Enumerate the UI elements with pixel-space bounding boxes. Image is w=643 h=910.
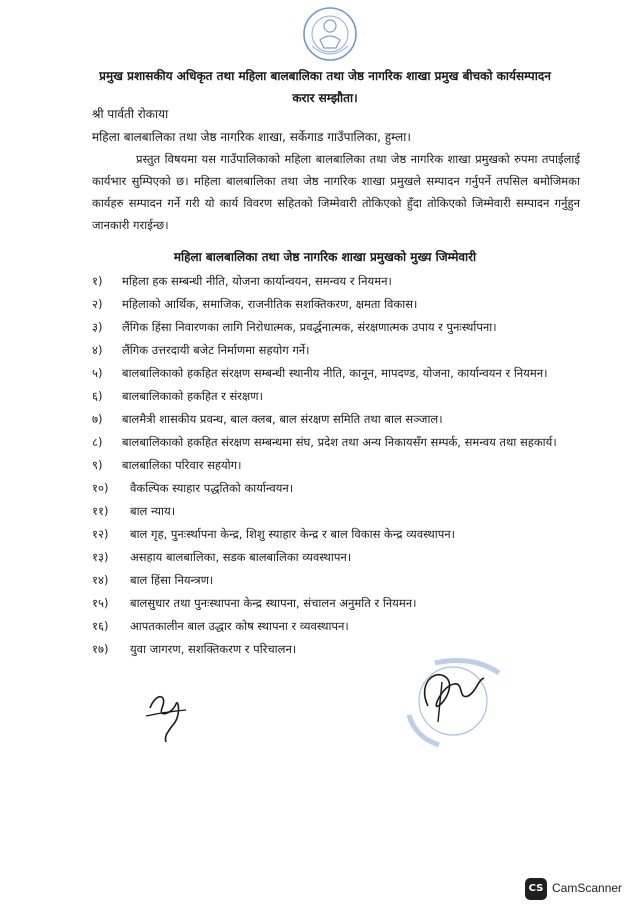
list-item [92, 408, 582, 431]
item-text: बाल हिंसा नियन्त्रण। [130, 573, 214, 587]
camscanner-logo: CS [525, 878, 547, 900]
item-number: ४) [92, 343, 103, 357]
item-number: २) [92, 297, 103, 311]
signature-right [398, 656, 498, 736]
item-number: १०) [92, 481, 109, 495]
list-item [92, 638, 582, 661]
list-item [92, 523, 582, 546]
list-item [92, 546, 582, 569]
item-text: बाल गृह, पुनःर्स्थापना केन्द्र, शिशु स्याहार केन्द्र र बाल विकास केन्द्र व्यवस्थापन। [130, 527, 455, 541]
item-number: १५) [92, 596, 109, 610]
list-item [92, 592, 582, 615]
title-line-2: करार सम्झौता। [292, 91, 358, 105]
list-item [92, 615, 582, 638]
item-number: ५) [92, 366, 103, 380]
item-text: आपतकालीन बाल उद्धार कोष स्थापना र व्यवस्थापन। [130, 619, 349, 633]
item-text: महिलाको आर्थिक, समाजिक, राजनीतिक सशक्तिकरण, क्षमता विकास। [122, 297, 418, 311]
item-text: बाल न्याय। [130, 504, 176, 518]
item-text: वैकल्पिक स्याहार पद्धतिको कार्यान्वयन। [130, 481, 294, 495]
recipient-address: महिला बालबालिका तथा जेष्ठ नागरिक शाखा, सर्केगाड गाउँपालिका, हुम्ला। [92, 130, 411, 144]
item-number: ७) [92, 412, 103, 426]
item-number: १२) [92, 527, 109, 541]
item-number: १) [92, 274, 103, 288]
signature-left [142, 686, 192, 746]
list-item [92, 385, 582, 408]
item-text: बालबालिकाको हकहित संरक्षण सम्बन्धी स्थानीय नीति, कानून, मापदण्ड, योजना, कार्यान्वयन र नियमन। [122, 366, 548, 380]
document-title [70, 65, 580, 109]
list-item [92, 454, 582, 477]
item-text: युवा जागरण, सशक्तिकरण र परिचालन। [130, 642, 297, 656]
item-number: ११) [92, 504, 109, 518]
list-item [92, 431, 582, 454]
list-item [92, 477, 582, 500]
item-number: १३) [92, 550, 109, 564]
section-heading: महिला बालबालिका तथा जेष्ठ नागरिक शाखा प्रमुखको मुख्य जिम्मेवारी [173, 250, 477, 264]
item-number: ९) [92, 458, 103, 472]
body-paragraph: प्रस्तुत विषयमा यस गाउँपालिकाको महिला बालबालिका तथा जेष्ठ नागरिक शाखा प्रमुखको रुपमा तपाईलाई कार्यभार सुम्पिएको छ। महिला बालबालिका तथा जेष्ठ नागरिक शाखा प्रमुखले सम्पादन गर्नुपर्ने तपसिल बमोजिमका कार्यहरु सम्पादन गर्ने गरी यो कार्य विवरण सहितको जिम्मेवारी तोकिएको हुँदा तोकिएको जिम्मेवारी सम्पादन गर्नुहुन जानकारी गराईन्छ। [92, 152, 580, 232]
camscanner-watermark [525, 878, 635, 900]
item-number: १६) [92, 619, 109, 633]
item-text: लैंगिक हिंसा निवारणका लागि निरोधात्मक, प्रवर्द्धनात्मक, संरक्षणात्मक उपाय र पुनःर्स्थापना। [122, 320, 497, 334]
item-text: असहाय बालबालिका, सडक बालबालिका व्यवस्थापन। [130, 550, 352, 564]
list-item [92, 362, 582, 385]
item-text: बालसुधार तथा पुनःस्थापना केन्द्र स्थापना, संचालन अनुमति र नियमन। [130, 596, 417, 610]
list-item [92, 569, 582, 592]
list-item [92, 500, 582, 523]
list-item [92, 339, 582, 362]
list-item [92, 293, 582, 316]
item-number: ३) [92, 320, 103, 334]
responsibility-list [92, 270, 582, 661]
list-item [92, 316, 582, 339]
item-text: लैंगिक उत्तरदायी बजेट निर्माणमा सहयोग गर्ने। [122, 343, 310, 357]
item-number: ६) [92, 389, 103, 403]
item-number: १७) [92, 642, 109, 656]
list-item [92, 270, 582, 293]
item-text: महिला हक सम्बन्धी नीति, योजना कार्यान्वयन, समन्वय र नियमन। [122, 274, 392, 288]
item-text: बालमैत्री शासकीय प्रवन्ध, बाल क्लब, बाल संरक्षण समिति तथा बाल सञ्जाल। [122, 412, 443, 426]
municipality-seal [300, 4, 360, 64]
item-text: बालबालिकाको हकहित र संरक्षण। [122, 389, 263, 403]
title-line-1: प्रमुख प्रशासकीय अधिकृत तथा महिला बालबालिका तथा जेष्ठ नागरिक शाखा प्रमुख बीचको कार्यसम्पादन [99, 69, 551, 83]
item-number: ८) [92, 435, 103, 449]
item-number: १४) [92, 573, 109, 587]
recipient-name: श्री पार्वती रोकाया [92, 107, 169, 121]
item-text: बालबालिकाको हकहित संरक्षण सम्बन्धमा संघ, प्रदेश तथा अन्य निकायसँग सम्पर्क, समन्वय तथा सहकार्य। [122, 435, 557, 449]
item-text: बालबालिका परिवार सहयोग। [122, 458, 242, 472]
camscanner-label: CamScanner [552, 881, 623, 895]
